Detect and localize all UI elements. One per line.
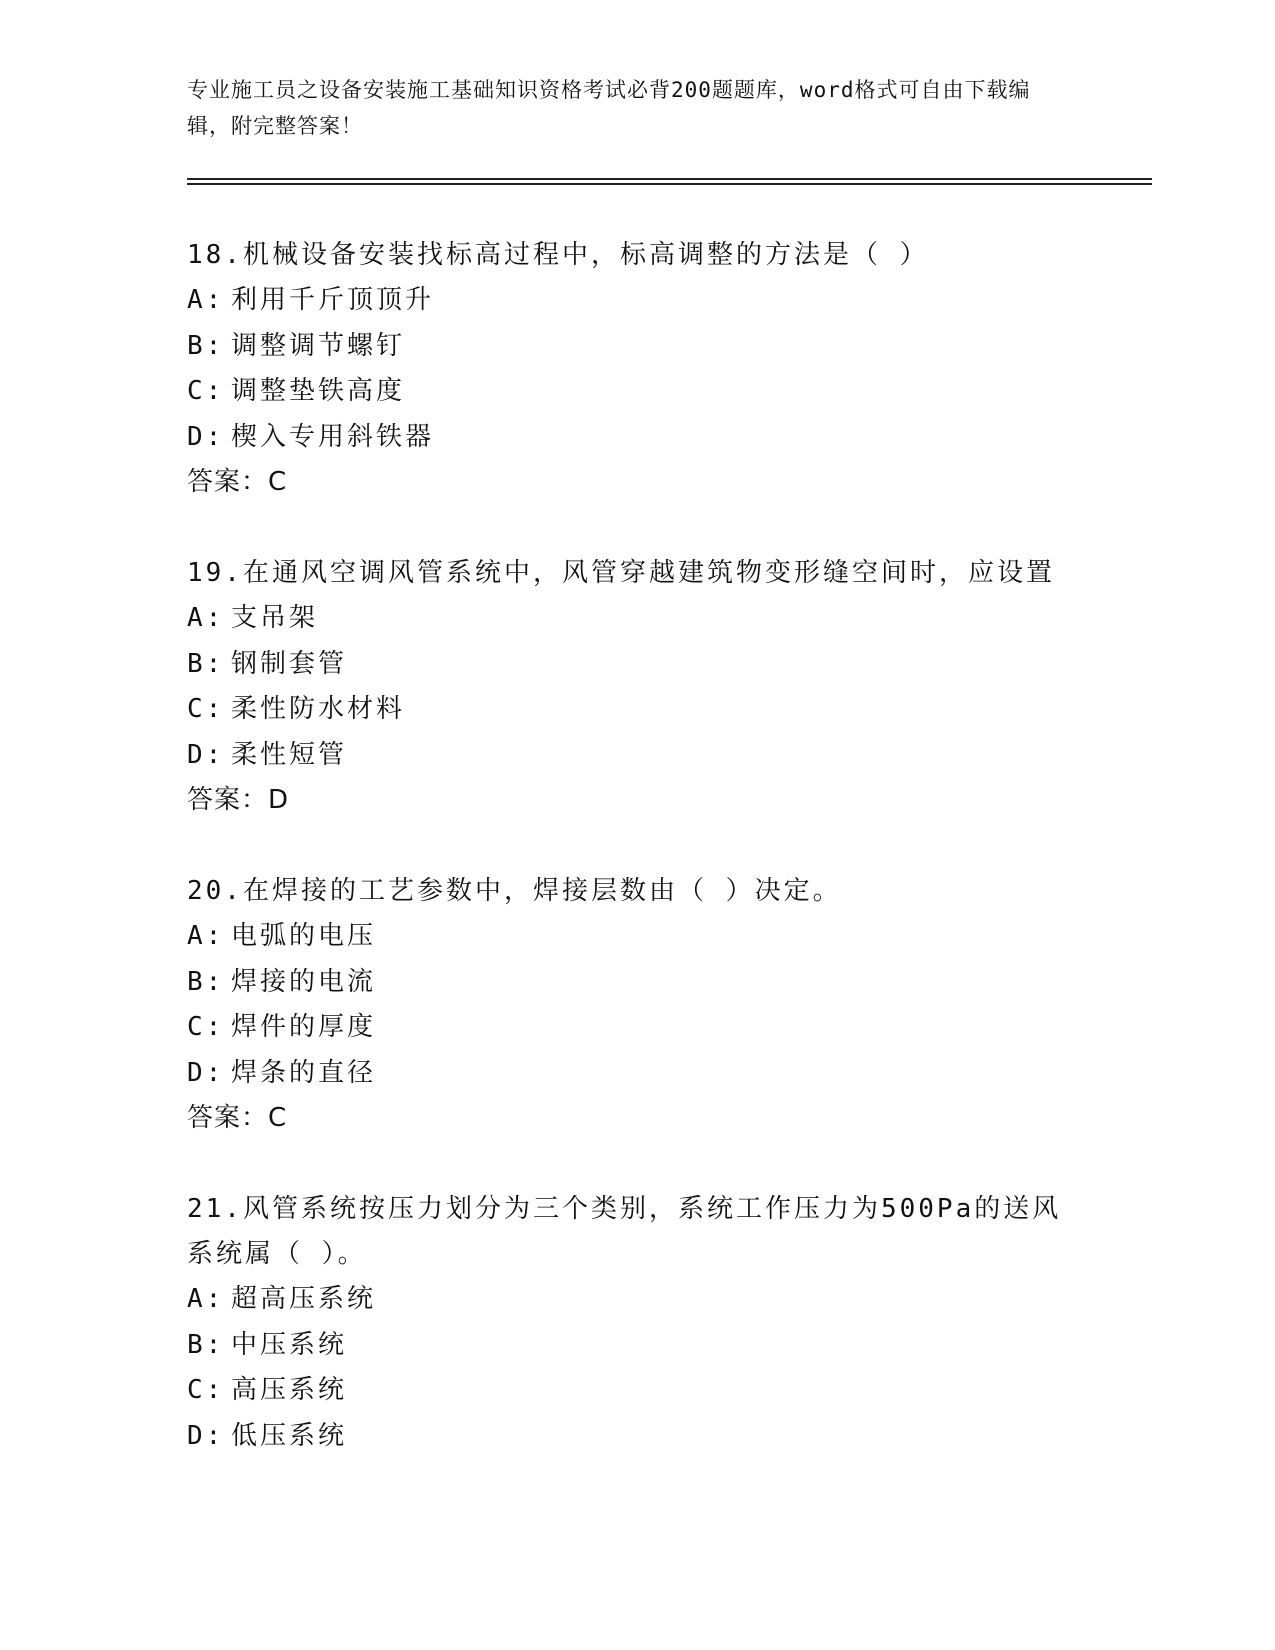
option-letter: C: (187, 694, 225, 724)
question-stem: 20.在焊接的工艺参数中，焊接层数由（ ）决定。 (187, 876, 842, 906)
option-text: 焊件的厚度 (231, 1012, 377, 1042)
option-b (187, 324, 1087, 370)
option-c (187, 687, 1087, 733)
option-letter: D: (187, 1057, 225, 1088)
option-letter: D: (187, 1420, 225, 1451)
option-a (187, 1277, 1087, 1323)
option-text: 中压系统 (231, 1329, 348, 1360)
option-text: 低压系统 (231, 1420, 348, 1451)
question-20 (187, 869, 1087, 1142)
question-stem: 19.在通风空调风管系统中，风管穿越建筑物变形缝空间时，应设置 (187, 558, 1055, 588)
option-text: 钢制套管 (231, 648, 348, 679)
option-letter: C: (187, 376, 225, 406)
option-a (187, 914, 1087, 960)
option-text: 柔性防水材料 (231, 694, 406, 724)
option-letter: D: (187, 739, 225, 770)
option-letter: D: (187, 421, 225, 452)
option-text: 高压系统 (231, 1375, 348, 1405)
option-letter: A: (187, 921, 225, 951)
option-c (187, 369, 1087, 415)
option-letter: C: (187, 1012, 225, 1042)
option-d (187, 1414, 1087, 1460)
option-letter: A: (187, 1284, 225, 1314)
option-b (187, 1323, 1087, 1369)
option-text: 超高压系统 (231, 1284, 377, 1314)
option-d (187, 1051, 1087, 1097)
option-text: 楔入专用斜铁器 (231, 421, 435, 452)
option-letter: B: (187, 330, 225, 361)
header-divider-top (187, 178, 1152, 180)
option-text: 电弧的电压 (231, 921, 377, 951)
option-letter: B: (187, 1329, 225, 1360)
option-c (187, 1368, 1087, 1414)
answer-line: 答案：C (187, 467, 288, 497)
header-divider-bottom (187, 183, 1152, 185)
option-letter: A: (187, 285, 225, 315)
option-letter: B: (187, 966, 225, 997)
option-text: 调整垫铁高度 (231, 376, 406, 406)
option-text: 焊接的电流 (231, 966, 377, 997)
option-text: 利用千斤顶顶升 (231, 285, 435, 315)
option-text: 柔性短管 (231, 739, 348, 770)
option-c (187, 1005, 1087, 1051)
option-a (187, 278, 1087, 324)
question-21 (187, 1187, 1087, 1459)
option-text: 调整调节螺钉 (231, 330, 406, 361)
option-d (187, 733, 1087, 779)
option-a (187, 596, 1087, 642)
option-text: 焊条的直径 (231, 1057, 377, 1088)
option-letter: A: (187, 603, 225, 633)
answer-line: 答案：D (187, 785, 290, 815)
question-stem: 21.风管系统按压力划分为三个类别，系统工作压力为500Pa的送风系统属（ ）。 (187, 1194, 1062, 1269)
option-text: 支吊架 (231, 603, 319, 633)
answer-line: 答案：C (187, 1103, 288, 1133)
question-19 (187, 551, 1087, 824)
question-stem: 18.机械设备安装找标高过程中，标高调整的方法是（ ） (187, 240, 929, 270)
option-b (187, 642, 1087, 688)
option-d (187, 415, 1087, 461)
question-18 (187, 233, 1087, 506)
document-title: 专业施工员之设备安装施工基础知识资格考试必背200题题库，word格式可自由下载编辑，附完整答案！ (187, 78, 1031, 138)
option-b (187, 960, 1087, 1006)
option-letter: B: (187, 648, 225, 679)
option-letter: C: (187, 1375, 225, 1405)
